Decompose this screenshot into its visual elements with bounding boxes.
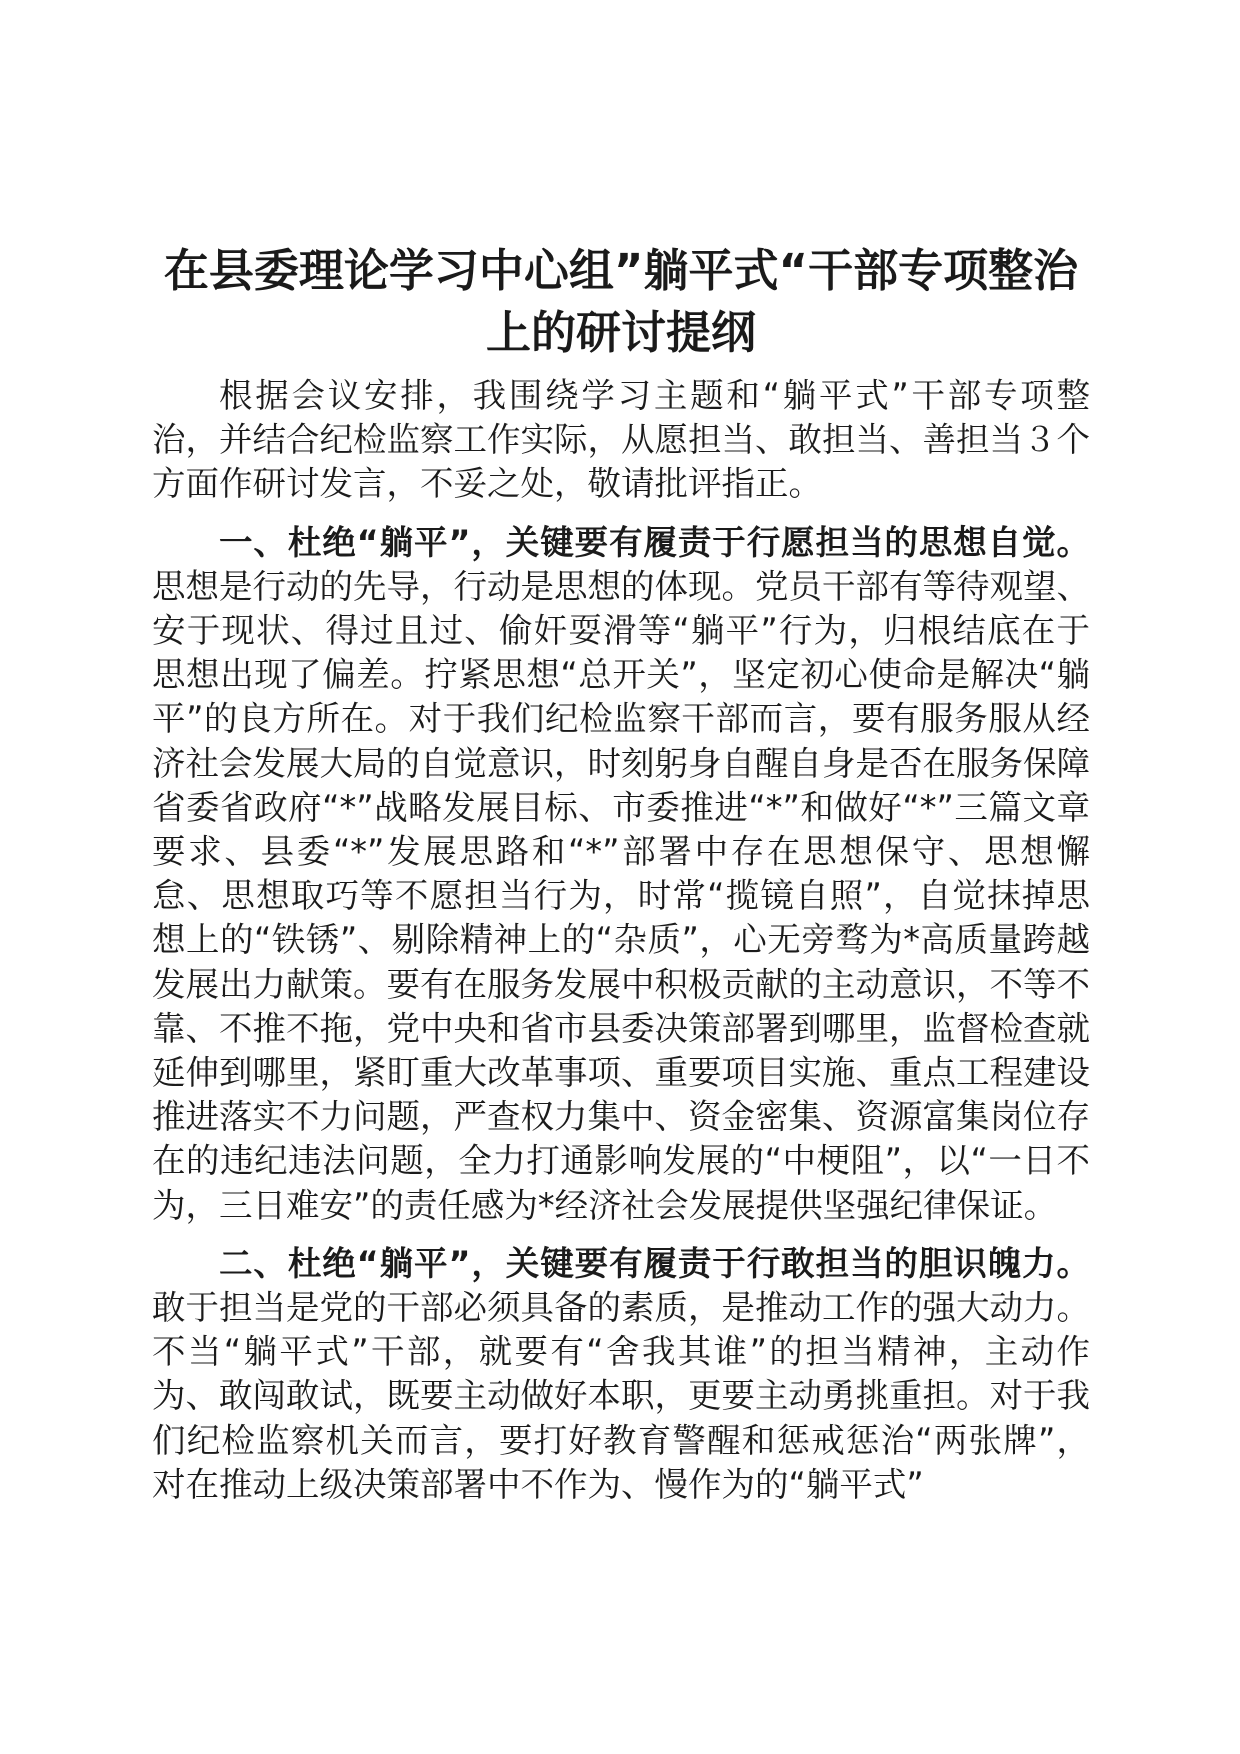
section-one-paragraph xyxy=(152,521,1090,1228)
section-one-heading: 一、杜绝“躺平”，关键要有履责于行愿担当的思想自觉。 xyxy=(219,522,1090,562)
section-two-heading: 二、杜绝“躺平”，关键要有履责于行敢担当的胆识魄力。 xyxy=(219,1243,1090,1283)
section-two-body: 敢于担当是党的干部必须具备的素质，是推动工作的强大动力。不当“躺平式”干部，就要有“舍我其谁”的担当精神，主动作为、敢闯敢试，既要主动做好本职，更要主动勇挑重担。对于我们纪检监察机关而言，要打好教育警醒和惩戒惩治“两张牌”，对在推动上级决策部署中不作为、慢作为的“躺平式” xyxy=(152,1288,1090,1504)
section-one-body: 思想是行动的先导，行动是思想的体现。党员干部有等待观望、安于现状、得过且过、偷奸耍滑等“躺平”行为，归根结底在于思想出现了偏差。拧紧思想“总开关”，坚定初心使命是解决“躺平”的良方所在。对于我们纪检监察干部而言，要有服务服从经济社会发展大局的自觉意识，时刻躬身自醒自身是否在服务保障省委省政府“*”战略发展目标、市委推进“*”和做好“*”三篇文章要求、县委“*”发展思路和“*”部署中存在思想保守、思想懈怠、思想取巧等不愿担当行为，时常“揽镜自照”，自觉抹掉思想上的“铁锈”、剔除精神上的“杂质”，心无旁骛为*高质量跨越发展出力献策。要有在服务发展中积极贡献的主动意识，不等不靠、不推不拖，党中央和省市县委决策部署到哪里，监督检查就延伸到哪里，紧盯重大改革事项、重要项目实施、重点工程建设推进落实不力问题，严查权力集中、资金密集、资源富集岗位存在的违纪违法问题，全力打通影响发展的“中梗阻”，以“一日不为，三日难安”的责任感为*经济社会发展提供坚强纪律保证。 xyxy=(152,566,1090,1225)
section-two-paragraph xyxy=(152,1242,1090,1507)
intro-paragraph: 根据会议安排，我围绕学习主题和“躺平式”干部专项整治，并结合纪检监察工作实际，从愿担当、敢担当、善担当３个方面作研讨发言，不妥之处，敬请批评指正。 xyxy=(152,376,1090,504)
document-title: 在县委理论学习中心组”躺平式“干部专项整治上的研讨提纲 xyxy=(163,244,1079,359)
